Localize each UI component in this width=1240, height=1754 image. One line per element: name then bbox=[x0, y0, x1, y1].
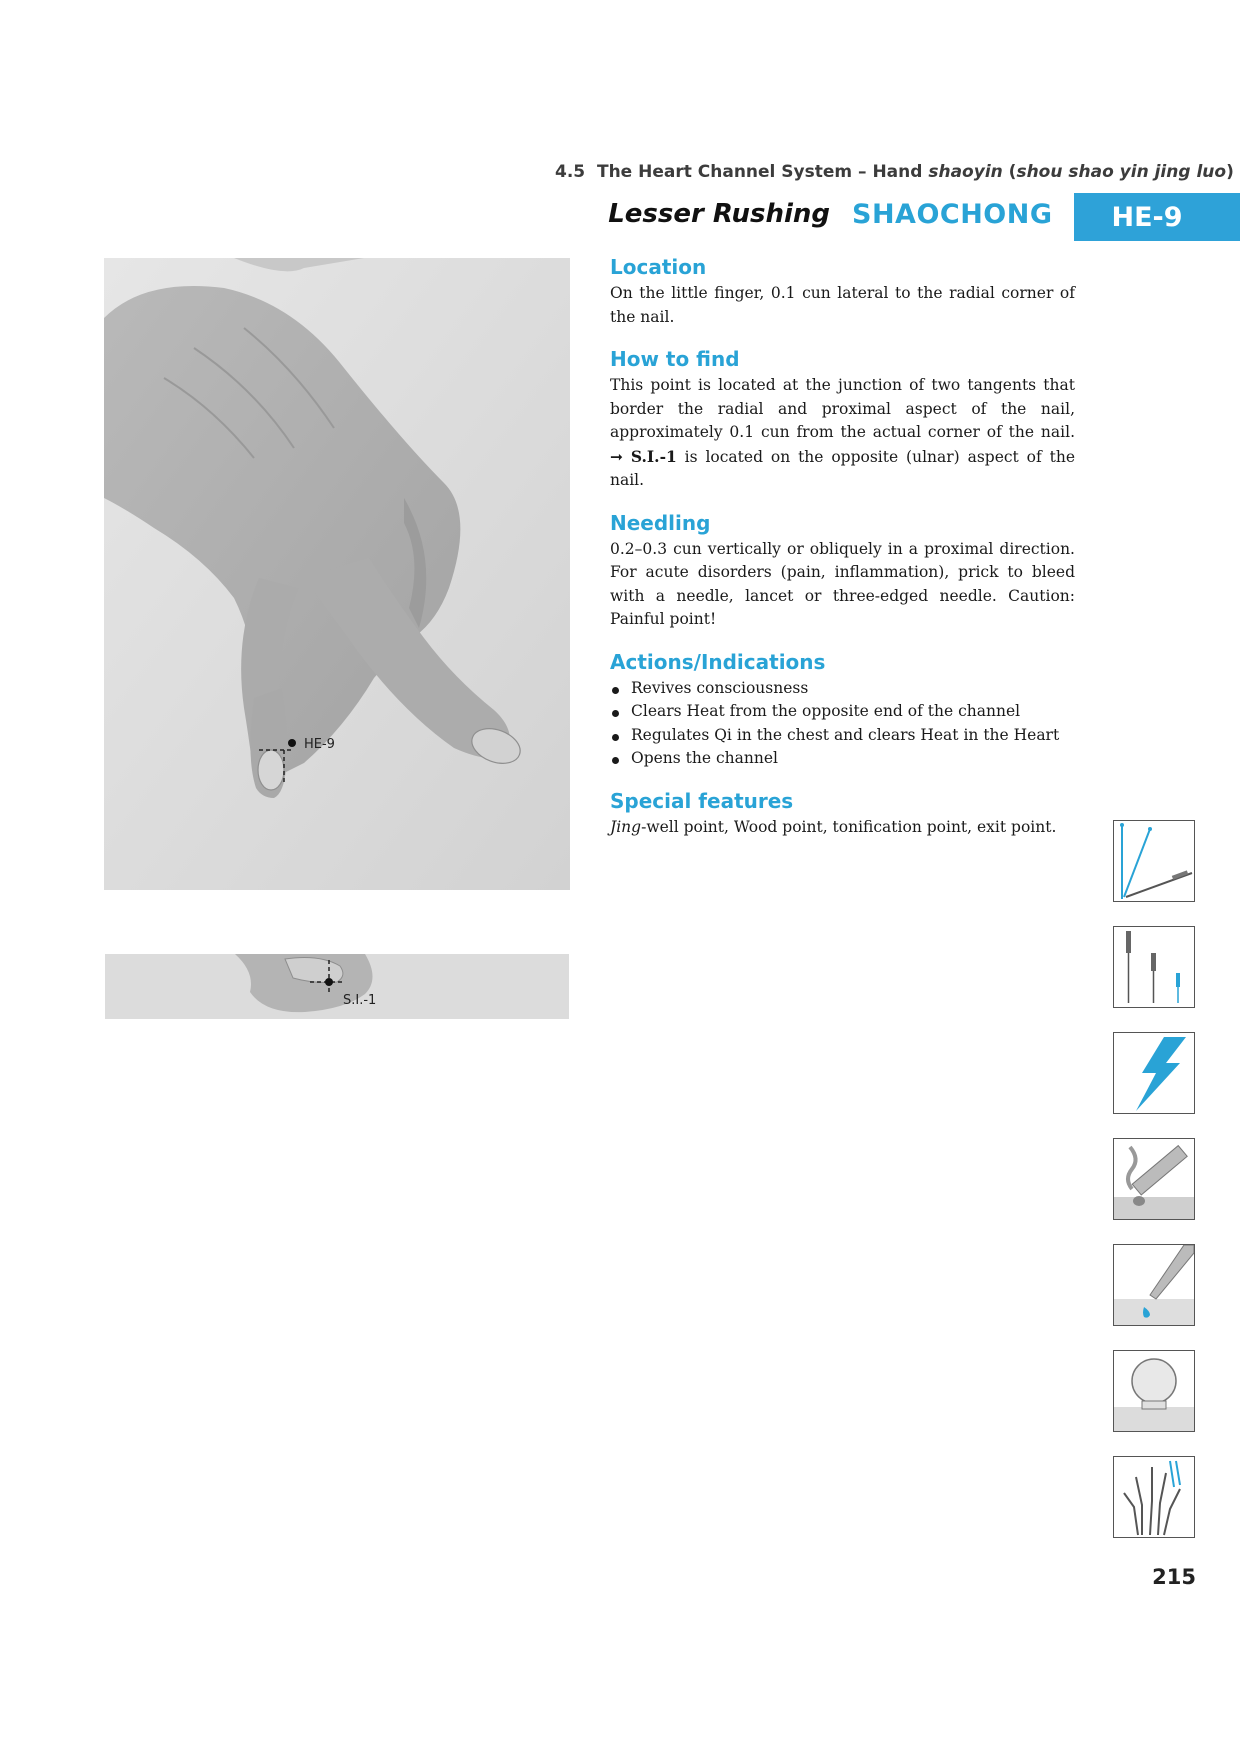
finger-photo-ulnar bbox=[105, 954, 569, 1019]
list-item: Regulates Qi in the chest and clears Heat in the Heart bbox=[610, 724, 1075, 748]
how-to-find-heading: How to find bbox=[610, 347, 740, 371]
cross-reference-link[interactable]: S.I.-1 bbox=[630, 446, 677, 466]
hand-photo bbox=[104, 258, 570, 890]
bloodletting-lancet-icon bbox=[1113, 1244, 1195, 1326]
special-features-italic: Jing bbox=[610, 817, 642, 836]
special-features-rest: -well point, Wood point, tonification point, exit point. bbox=[641, 817, 1057, 836]
needling-section bbox=[610, 511, 1075, 632]
actions-list bbox=[610, 677, 1075, 771]
needling-heading: Needling bbox=[610, 510, 711, 535]
running-header bbox=[555, 162, 1234, 182]
page-number: 215 bbox=[1152, 1565, 1196, 1589]
cross-reference-arrow: ➞ bbox=[610, 447, 623, 466]
special-features-section bbox=[610, 789, 1075, 840]
hand-skeleton-icon bbox=[1113, 1456, 1195, 1538]
location-heading: Location bbox=[610, 255, 707, 279]
how-to-find-text-before: This point is located at the junction of two tangents that border the radial and proximal aspect of the nail, approximately 0.1 cun from the actual corner of the nail. bbox=[610, 376, 1075, 441]
he9-point-marker bbox=[288, 739, 296, 747]
section-title-italic: shaoyin bbox=[928, 162, 1003, 182]
needling-text: 0.2–0.3 cun vertically or obliquely in a proximal direction. For acute disorders (pain, inflammation), prick to bleed with a needle, lancet or three-edged needle. Caution: Painful point! bbox=[610, 539, 1075, 628]
location-section bbox=[610, 255, 1075, 329]
how-to-find-section bbox=[610, 347, 1075, 493]
special-features-heading: Special features bbox=[610, 788, 794, 813]
point-description bbox=[610, 255, 1075, 857]
section-number: 4.5 bbox=[555, 162, 586, 182]
location-text: On the little finger, 0.1 cun lateral to the radial corner of the nail. bbox=[610, 284, 1075, 326]
moxibustion-icon bbox=[1113, 1138, 1195, 1220]
paren-close: ) bbox=[1226, 162, 1234, 182]
point-pinyin-name: SHAOCHONG bbox=[852, 199, 1053, 230]
list-item: Opens the channel bbox=[610, 747, 1075, 771]
list-item: Revives consciousness bbox=[610, 677, 1075, 701]
electro-lightning-icon bbox=[1113, 1032, 1195, 1114]
hand-photo-illustration bbox=[104, 258, 570, 890]
list-item: Clears Heat from the opposite end of the channel bbox=[610, 700, 1075, 724]
point-english-name: Lesser Rushing bbox=[608, 199, 830, 229]
how-to-find-text bbox=[610, 374, 1075, 493]
technique-icons bbox=[1113, 820, 1195, 1562]
section-title-prefix: The Heart Channel System – Hand bbox=[596, 162, 929, 182]
he9-label: HE-9 bbox=[304, 737, 335, 752]
needle-angles-icon bbox=[1113, 820, 1195, 902]
needles-icon bbox=[1113, 926, 1195, 1008]
how-to-find-text-after: is located on the opposite (ulnar) aspect of the nail. bbox=[610, 447, 1075, 489]
si1-point-marker bbox=[325, 978, 333, 986]
actions-section bbox=[610, 650, 1075, 771]
cupping-icon bbox=[1113, 1350, 1195, 1432]
actions-heading: Actions/Indications bbox=[610, 649, 826, 674]
paren-open: ( bbox=[1002, 162, 1017, 182]
point-code-badge: HE-9 bbox=[1074, 193, 1240, 241]
special-features-text bbox=[610, 816, 1075, 840]
si1-label: S.I.-1 bbox=[343, 993, 377, 1008]
finger-photo-illustration bbox=[105, 954, 569, 1019]
section-title-italic-2: shou shao yin jing luo bbox=[1016, 162, 1227, 182]
